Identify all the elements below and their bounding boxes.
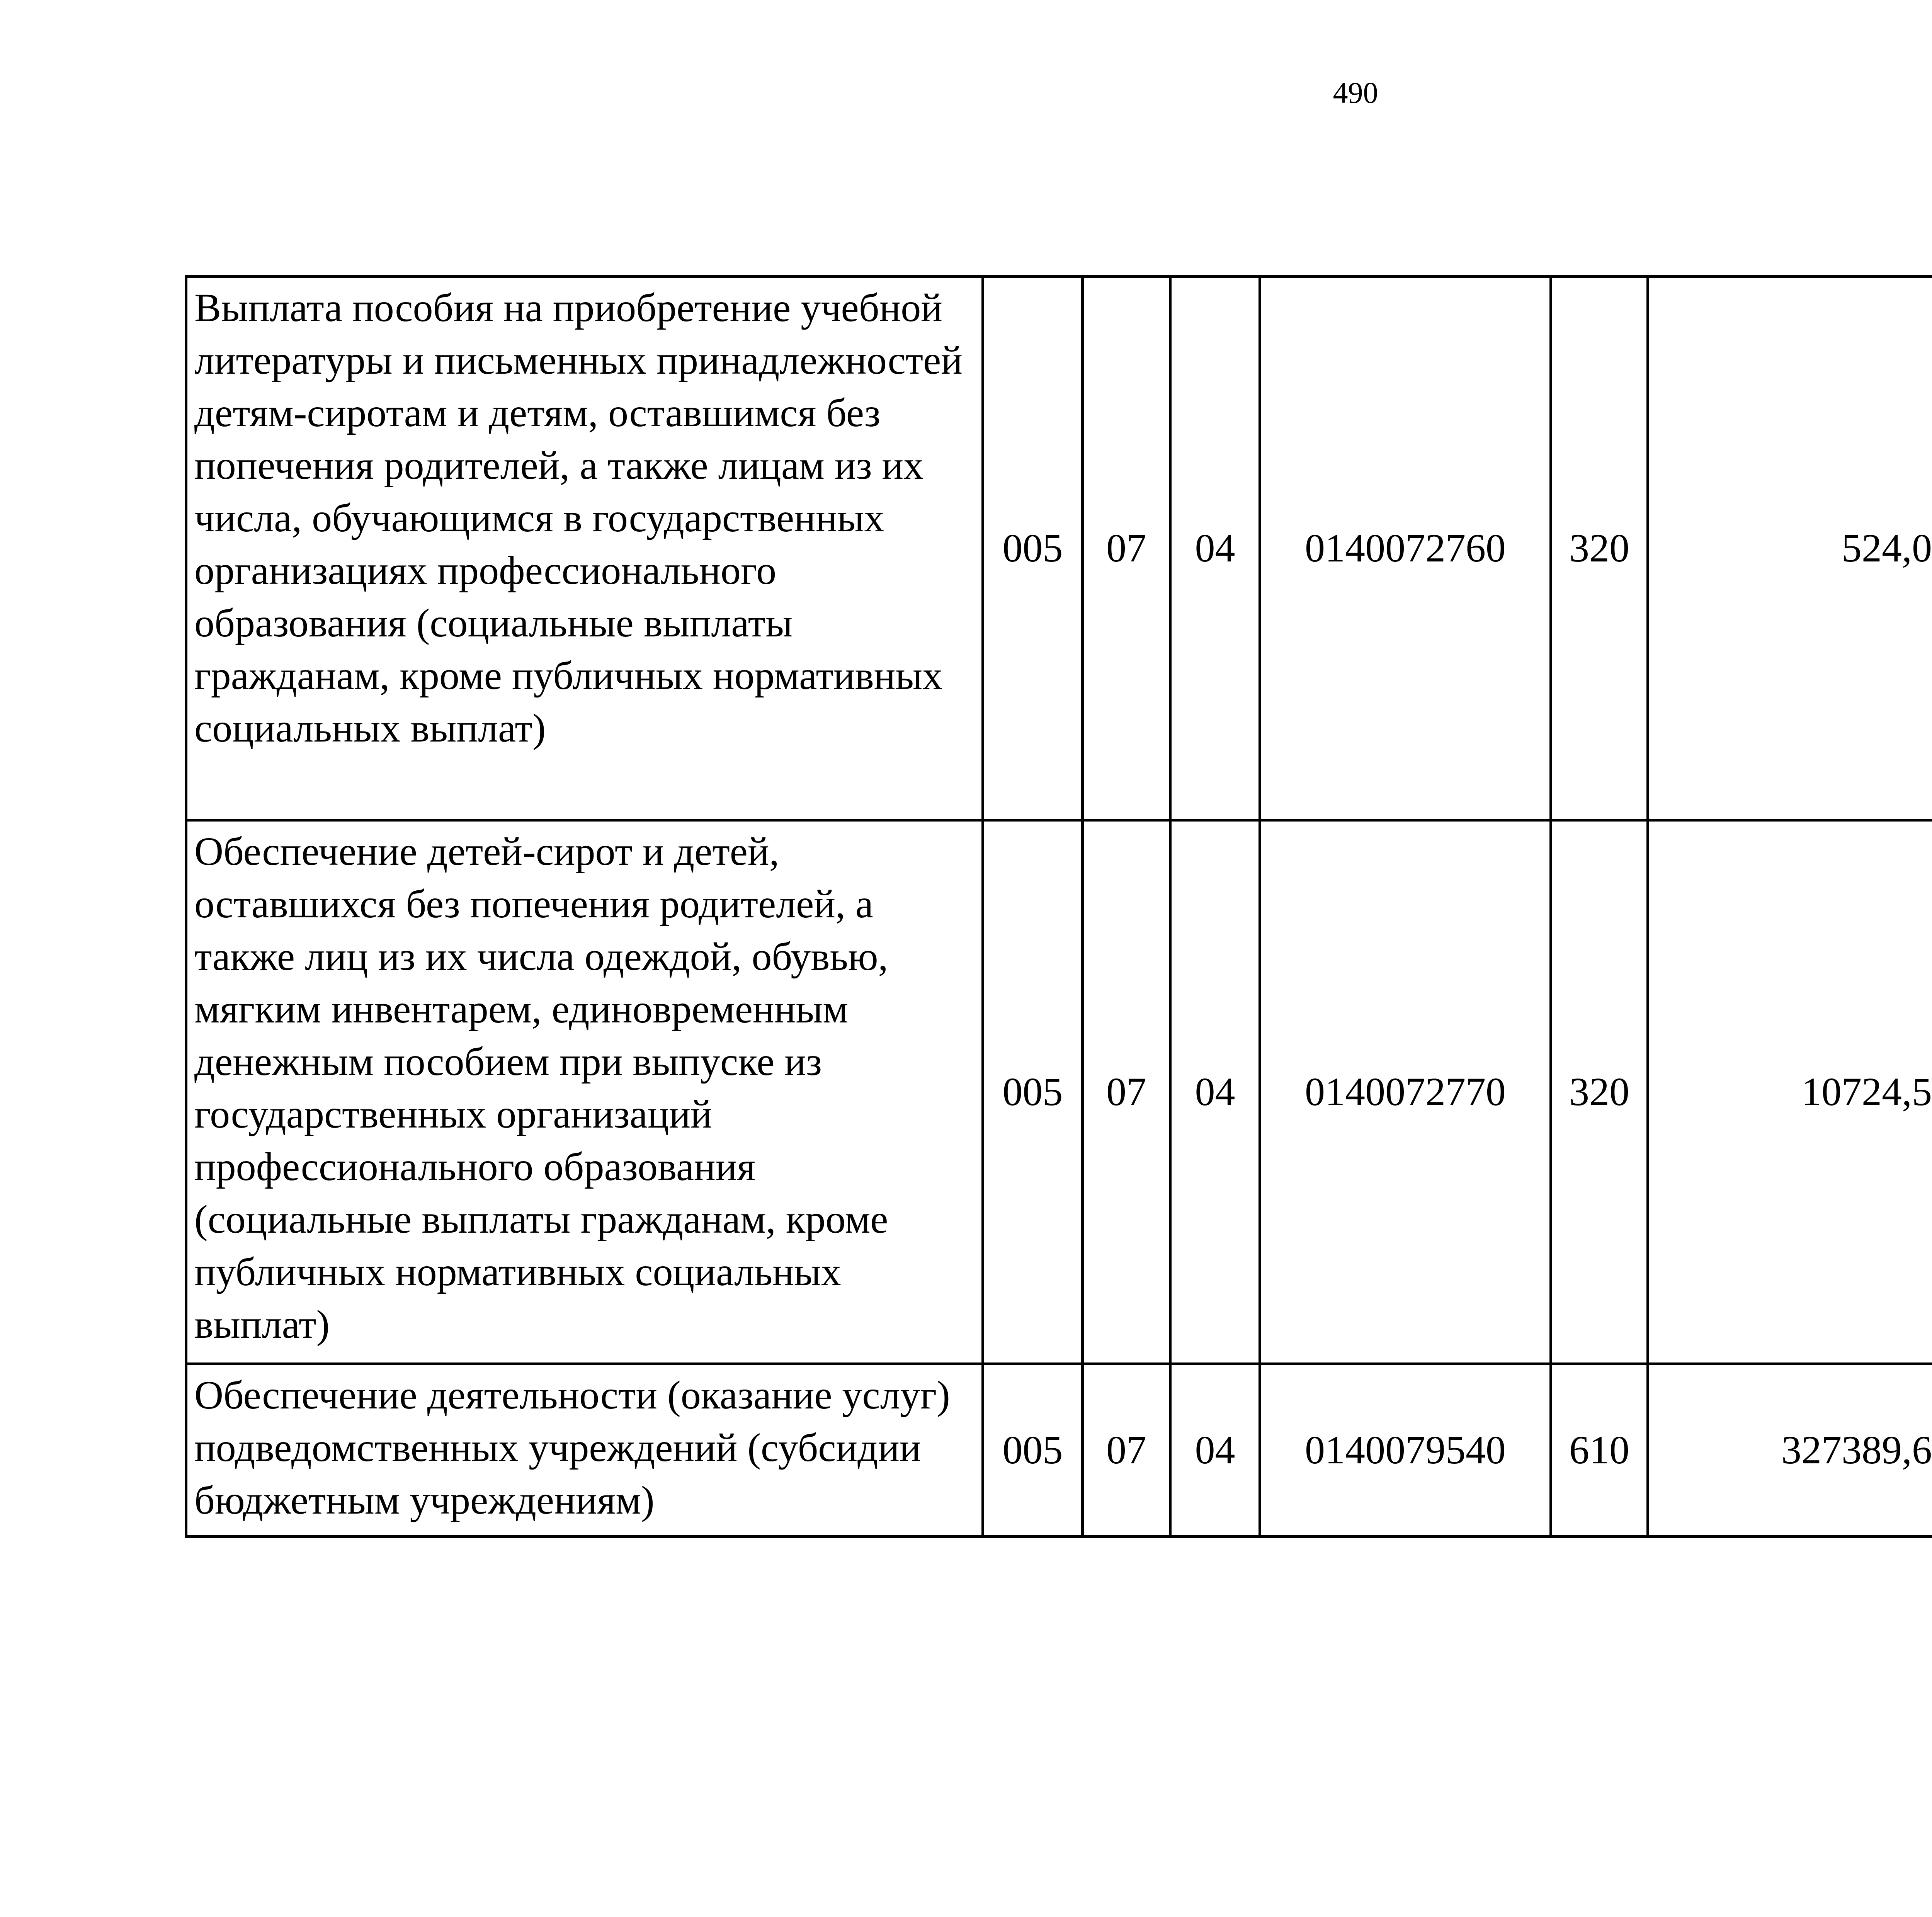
target-article-cell: 0140072770	[1260, 820, 1551, 1364]
table-row	[186, 820, 1932, 1364]
description-cell: Обеспечение деятельности (оказание услуг) подведомственных учреждений (субсидии бюджетным учреждениям)	[186, 1364, 983, 1537]
subsection-code-cell: 04	[1170, 820, 1260, 1364]
amount-cell: 524,0	[1648, 277, 1932, 820]
target-article-cell: 0140072760	[1260, 277, 1551, 820]
description-cell: Выплата пособия на приобретение учебной литературы и письменных принадлежностей детям-сиротам и детям, оставшимся без попечения родителей, а также лицам из их числа, обучающимся в государственных организациях профессионального образования (социальные выплаты гражданам, кроме публичных нормативных социальных выплат)	[186, 277, 983, 820]
ministry-code-cell: 005	[983, 820, 1083, 1364]
expense-type-cell: 610	[1551, 1364, 1648, 1537]
table-row	[186, 277, 1932, 820]
budget-table	[185, 275, 1932, 1538]
amount-cell: 327389,6	[1648, 1364, 1932, 1537]
section-code-cell: 07	[1083, 1364, 1170, 1537]
ministry-code-cell: 005	[983, 1364, 1083, 1537]
subsection-code-cell: 04	[1170, 1364, 1260, 1537]
table-row	[186, 1364, 1932, 1537]
expense-type-cell: 320	[1551, 277, 1648, 820]
subsection-code-cell: 04	[1170, 277, 1260, 820]
section-code-cell: 07	[1083, 820, 1170, 1364]
section-code-cell: 07	[1083, 277, 1170, 820]
description-cell: Обеспечение детей-сирот и детей, оставшихся без попечения родителей, а также лиц из их числа одеждой, обувью, мягким инвентарем, единовременным денежным пособием при выпуске из государственных организаций профессионального образования (социальные выплаты гражданам, кроме публичных нормативных социальных выплат)	[186, 820, 983, 1364]
expense-type-cell: 320	[1551, 820, 1648, 1364]
ministry-code-cell: 005	[983, 277, 1083, 820]
page-number: 490	[1333, 76, 1378, 109]
target-article-cell: 0140079540	[1260, 1364, 1551, 1537]
amount-cell: 10724,5	[1648, 820, 1932, 1364]
